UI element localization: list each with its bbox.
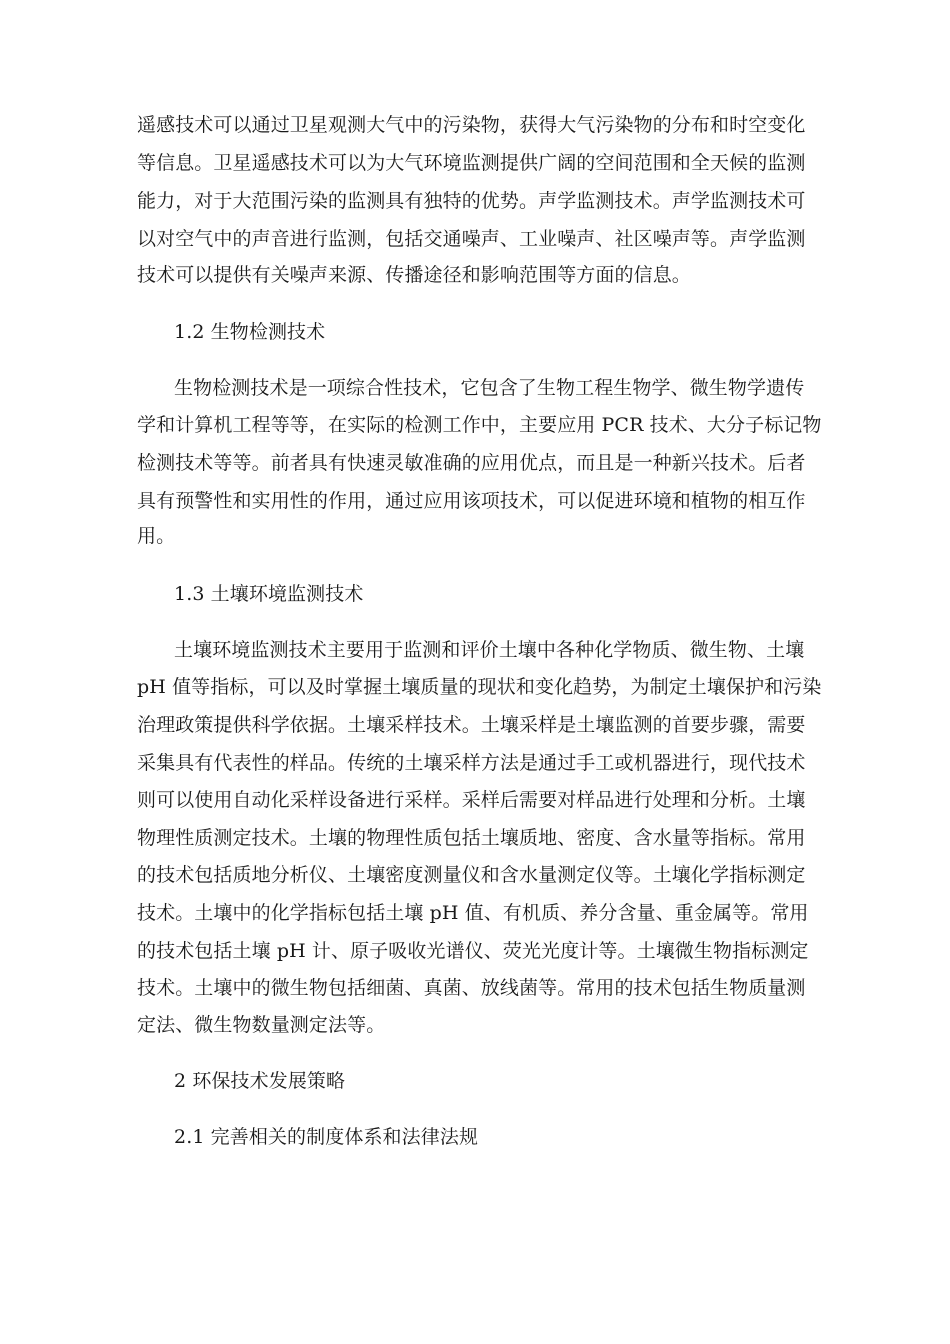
text-line: 能力，对于大范围污染的监测具有独特的优势。声学监测技术。声学监测技术可 — [137, 190, 806, 212]
text-line: 的技术包括土壤 pH 计、原子吸收光谱仪、荧光光度计等。土壤微生物指标测定 — [137, 940, 809, 962]
text-line: 遥感技术可以通过卫星观测大气中的污染物，获得大气污染物的分布和时空变化 — [137, 114, 806, 136]
text-line: 检测技术等等。前者具有快速灵敏准确的应用优点，而且是一种新兴技术。后者 — [137, 452, 806, 474]
text-line: 技术。土壤中的化学指标包括土壤 pH 值、有机质、养分含量、重金属等。常用 — [137, 902, 809, 924]
text-line: 生物检测技术是一项综合性技术，它包含了生物工程生物学、微生物学遗传 — [174, 377, 805, 399]
text-line: 则可以使用自动化采样设备进行采样。采样后需要对样品进行处理和分析。土壤 — [137, 789, 806, 811]
text-line: 土壤环境监测技术主要用于监测和评价土壤中各种化学物质、微生物、土壤 — [174, 639, 805, 661]
text-line: 的技术包括质地分析仪、土壤密度测量仪和含水量测定仪等。土壤化学指标测定 — [137, 864, 806, 886]
text-line: 治理政策提供科学依据。土壤采样技术。土壤采样是土壤监测的首要步骤，需要 — [137, 714, 806, 736]
text-line: 采集具有代表性的样品。传统的土壤采样方法是通过手工或机器进行，现代技术 — [137, 752, 806, 774]
section-heading-1-2: 1.2 生物检测技术 — [174, 321, 326, 343]
text-line: 具有预警性和实用性的作用，通过应用该项技术，可以促进环境和植物的相互作 — [137, 490, 806, 512]
text-line: 物理性质测定技术。土壤的物理性质包括土壤质地、密度、含水量等指标。常用 — [137, 827, 806, 849]
text-line: 以对空气中的声音进行监测，包括交通噪声、工业噪声、社区噪声等。声学监测 — [137, 228, 806, 250]
text-line: 技术。土壤中的微生物包括细菌、真菌、放线菌等。常用的技术包括生物质量测 — [137, 977, 806, 999]
text-line: pH 值等指标，可以及时掌握土壤质量的现状和变化趋势，为制定土壤保护和污染 — [137, 676, 822, 698]
text-line: 用。 — [137, 525, 176, 547]
text-line: 定法、微生物数量测定法等。 — [137, 1014, 386, 1036]
section-heading-1-3: 1.3 土壤环境监测技术 — [174, 583, 364, 605]
text-line: 技术可以提供有关噪声来源、传播途径和影响范围等方面的信息。 — [137, 264, 691, 286]
text-line: 学和计算机工程等等，在实际的检测工作中，主要应用 PCR 技术、大分子标记物 — [137, 414, 822, 436]
section-heading-2: 2 环保技术发展策略 — [174, 1070, 346, 1092]
text-line: 等信息。卫星遥感技术可以为大气环境监测提供广阔的空间范围和全天候的监测 — [137, 152, 806, 174]
section-heading-2-1: 2.1 完善相关的制度体系和法律法规 — [174, 1126, 479, 1148]
